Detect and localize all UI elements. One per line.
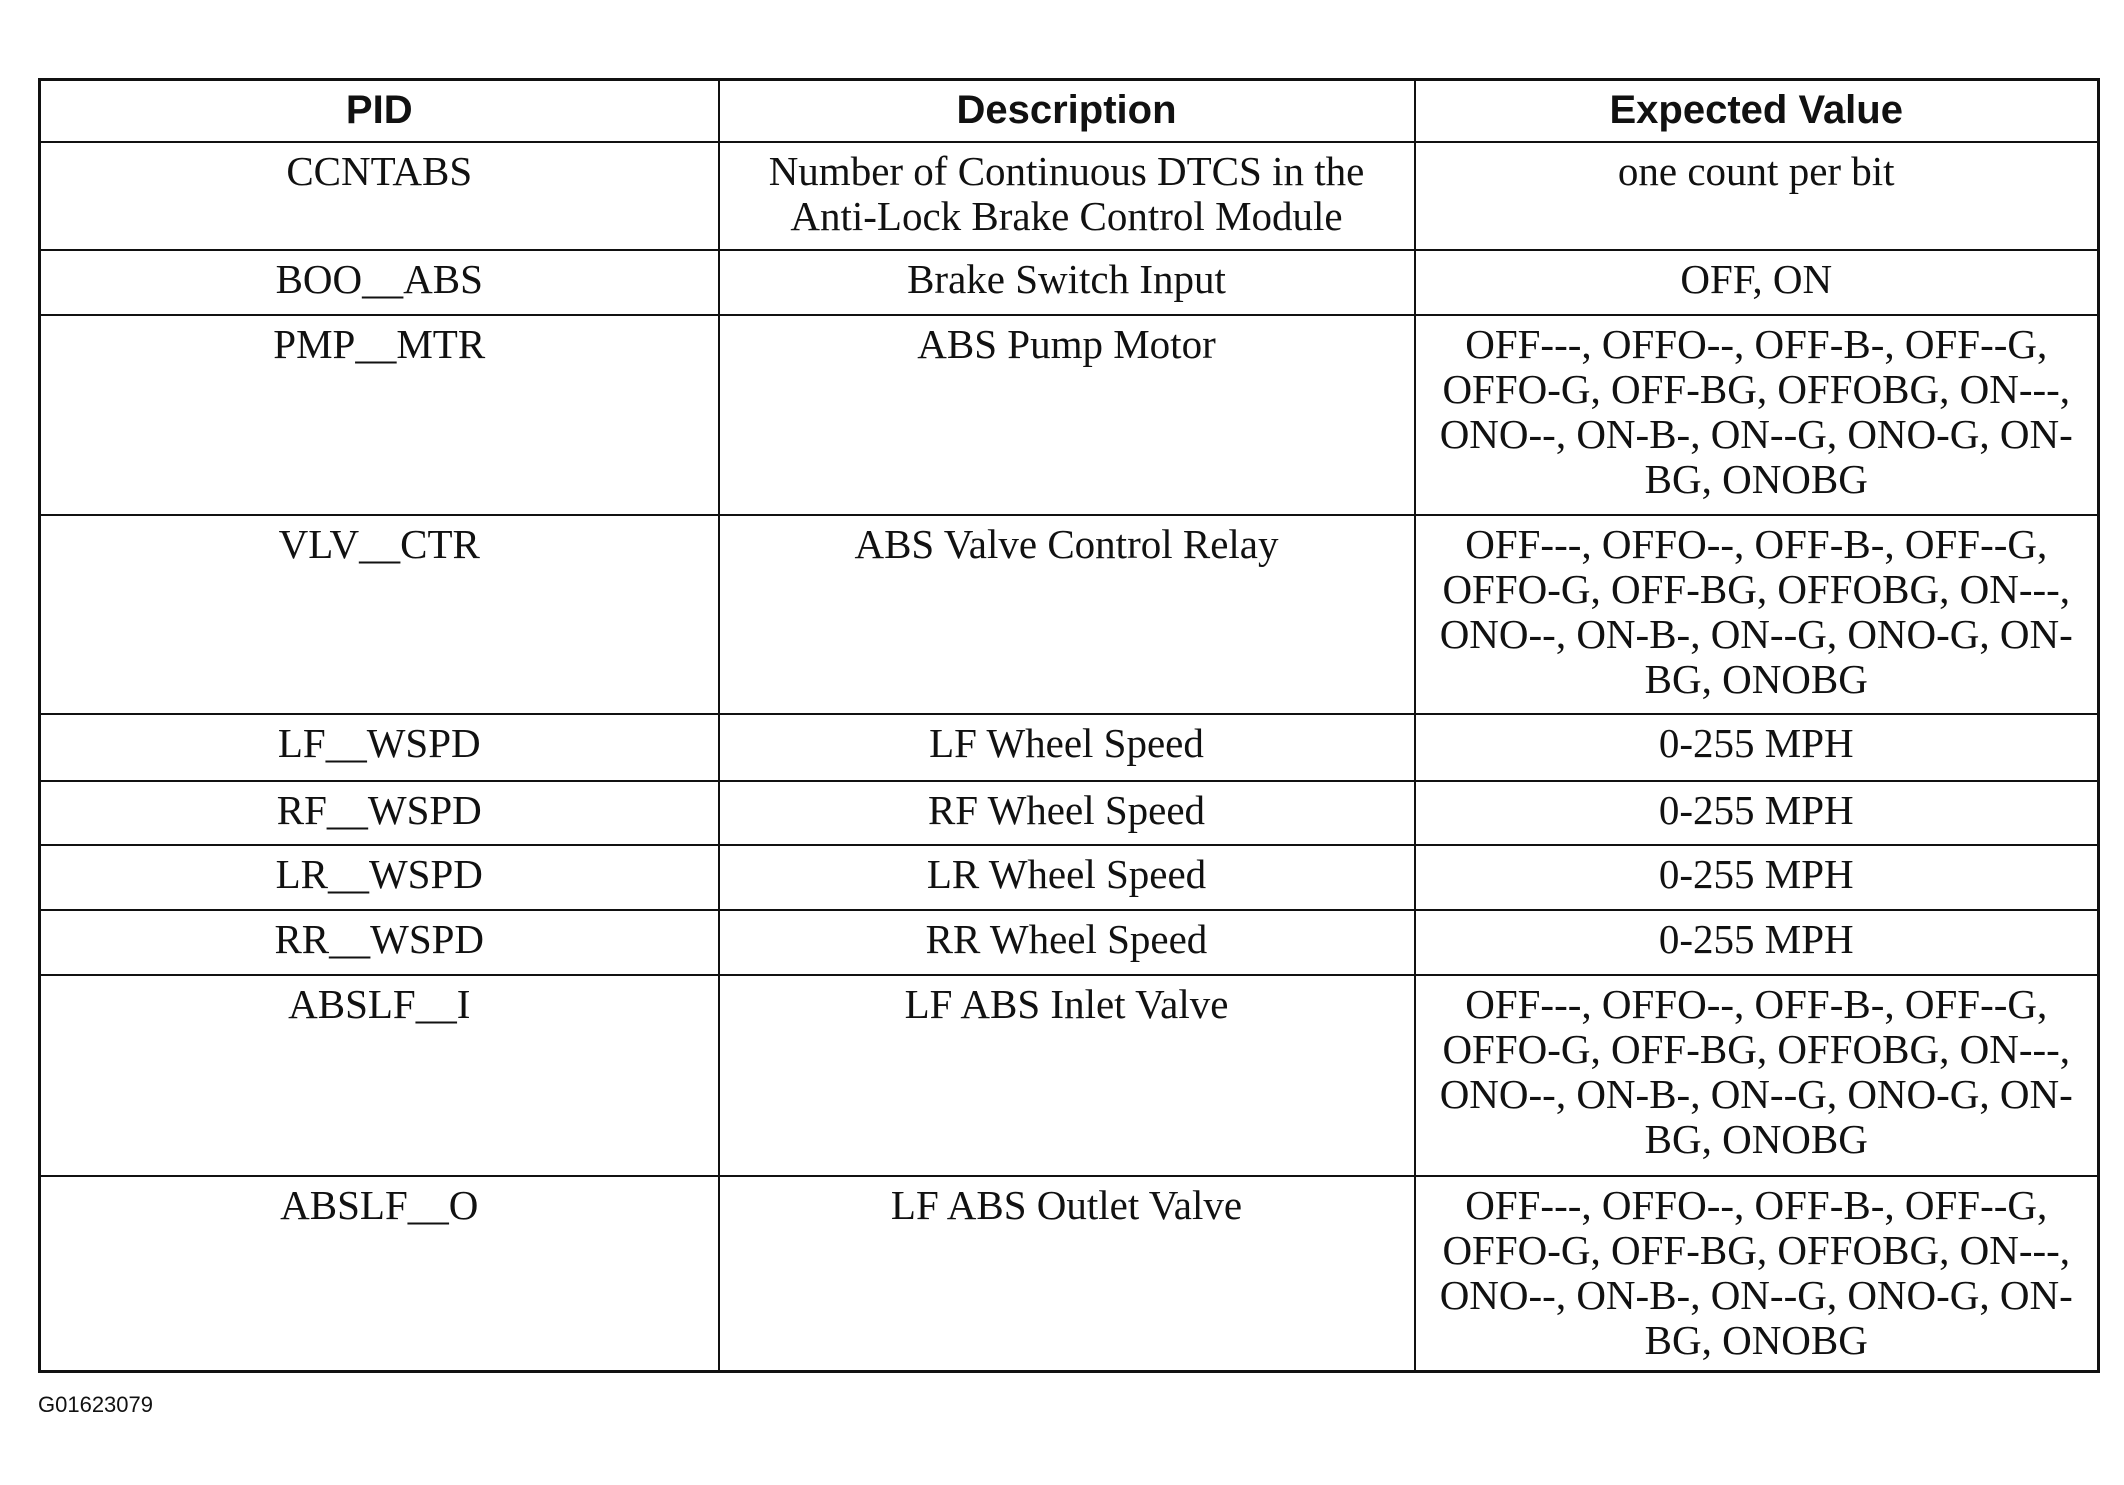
expected-value-cell: 0-255 MPH xyxy=(1415,781,2099,845)
expected-value-cell: OFF---, OFFO--, OFF-B-, OFF--G, OFFO-G, OFF-BG, OFFOBG, ON---, ONO--, ON-B-, ON--G, ONO-G, ON-BG, ONOBG xyxy=(1415,515,2099,714)
table-header-row xyxy=(40,80,2099,142)
expected-value-cell: OFF---, OFFO--, OFF-B-, OFF--G, OFFO-G, OFF-BG, OFFOBG, ON---, ONO--, ON-B-, ON--G, ONO-G, ON-BG, ONOBG xyxy=(1415,1176,2099,1372)
pid-cell: CCNTABS xyxy=(40,142,719,250)
expected-value-cell: 0-255 MPH xyxy=(1415,910,2099,975)
description-cell: LF Wheel Speed xyxy=(719,714,1415,781)
description-cell: ABS Valve Control Relay xyxy=(719,515,1415,714)
pid-cell: VLV__CTR xyxy=(40,515,719,714)
description-cell: ABS Pump Motor xyxy=(719,315,1415,515)
pid-cell: RF__WSPD xyxy=(40,781,719,845)
pid-table xyxy=(38,78,2100,1373)
header-description: Description xyxy=(719,80,1415,142)
expected-value-cell: 0-255 MPH xyxy=(1415,714,2099,781)
description-cell: LR Wheel Speed xyxy=(719,845,1415,910)
description-cell: RR Wheel Speed xyxy=(719,910,1415,975)
table-row xyxy=(40,315,2099,515)
header-expected-value: Expected Value xyxy=(1415,80,2099,142)
table-row xyxy=(40,515,2099,714)
table-row xyxy=(40,910,2099,975)
description-cell: Brake Switch Input xyxy=(719,250,1415,315)
table-row xyxy=(40,714,2099,781)
pid-cell: PMP__MTR xyxy=(40,315,719,515)
table-row xyxy=(40,1176,2099,1372)
pid-cell: ABSLF__O xyxy=(40,1176,719,1372)
pid-cell: RR__WSPD xyxy=(40,910,719,975)
expected-value-cell: OFF---, OFFO--, OFF-B-, OFF--G, OFFO-G, OFF-BG, OFFOBG, ON---, ONO--, ON-B-, ON--G, ONO-G, ON-BG, ONOBG xyxy=(1415,315,2099,515)
header-pid: PID xyxy=(40,80,719,142)
table-row xyxy=(40,142,2099,250)
table-row xyxy=(40,781,2099,845)
table-row xyxy=(40,975,2099,1176)
description-cell: RF Wheel Speed xyxy=(719,781,1415,845)
pid-cell: LF__WSPD xyxy=(40,714,719,781)
expected-value-cell: OFF, ON xyxy=(1415,250,2099,315)
pid-cell: LR__WSPD xyxy=(40,845,719,910)
pid-cell: ABSLF__I xyxy=(40,975,719,1176)
description-cell: LF ABS Inlet Valve xyxy=(719,975,1415,1176)
expected-value-cell: one count per bit xyxy=(1415,142,2099,250)
expected-value-cell: OFF---, OFFO--, OFF-B-, OFF--G, OFFO-G, OFF-BG, OFFOBG, ON---, ONO--, ON-B-, ON--G, ONO-G, ON-BG, ONOBG xyxy=(1415,975,2099,1176)
figure-id: G01623079 xyxy=(38,1392,153,1417)
table-row xyxy=(40,250,2099,315)
description-cell: LF ABS Outlet Valve xyxy=(719,1176,1415,1372)
description-cell: Number of Continuous DTCS in the Anti-Lock Brake Control Module xyxy=(719,142,1415,250)
pid-cell: BOO__ABS xyxy=(40,250,719,315)
table-row xyxy=(40,845,2099,910)
expected-value-cell: 0-255 MPH xyxy=(1415,845,2099,910)
